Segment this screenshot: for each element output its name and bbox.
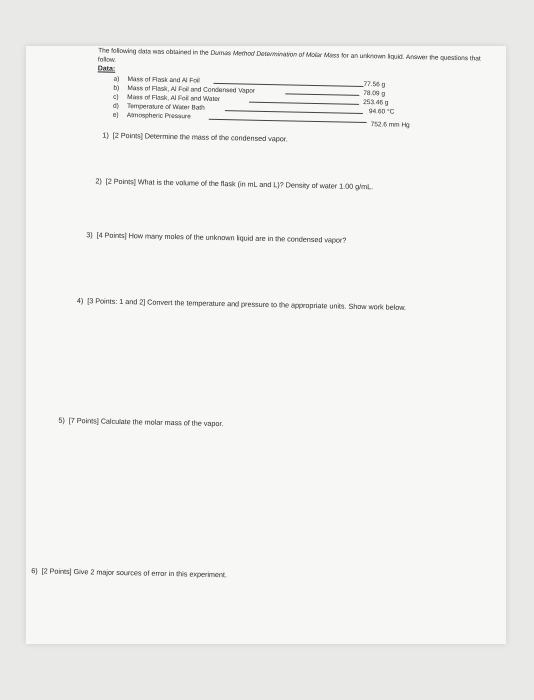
question-5 (58, 416, 418, 433)
intro-text (98, 46, 498, 72)
question-text: [2 Points] Determine the mass of the condensed vapor. (112, 130, 288, 144)
data-item-label: Mass of Flask and Al Foil (127, 76, 200, 85)
question-2 (95, 176, 495, 193)
question-text: [4 Points] How many moles of the unknown liquid are in the condensed vapor? (96, 230, 347, 245)
worksheet-page (26, 46, 506, 644)
question-text: [2 Points] Give 2 major sources of error in this experiment. (41, 566, 228, 580)
worksheet-content (26, 46, 506, 644)
data-list (112, 75, 414, 129)
data-item-value: 94.60 °C (368, 108, 395, 116)
question-number: 5) (58, 415, 65, 425)
data-item-value: 253.46 g (363, 98, 389, 107)
question-number: 3) (86, 230, 93, 240)
question-number: 6) (31, 566, 38, 576)
question-number: 1) (102, 130, 109, 140)
question-text: [2 Points] What is the volume of the flask (in mL and L)? Density of water 1.00 g/mL. (105, 176, 374, 192)
data-item-leader (285, 93, 359, 96)
intro-prefix: The following data was obtained in the (98, 47, 211, 57)
question-text: [3 Points: 1 and 2] Convert the temperature and pressure to the appropriate units. Show work below. (87, 296, 407, 312)
data-item-letter: c) (113, 93, 119, 101)
data-item-label: Mass of Flask, Al Foil and Condensed Vapor (127, 85, 256, 95)
question-1 (102, 131, 462, 148)
data-item-letter: b) (113, 84, 120, 92)
data-item-label: Mass of Flask, Al Foil and Water (127, 94, 221, 103)
question-number: 2) (95, 176, 102, 186)
data-item-letter: e) (112, 111, 119, 119)
data-item-leader (209, 119, 367, 123)
intro-method: Dumas Method Determination of Molar Mass (210, 49, 340, 60)
data-item-value: 752.6 mm Hg (370, 121, 410, 129)
intro-suffix: for an unknown liquid. Answer the questions that follow. (97, 52, 481, 64)
question-number: 4) (76, 296, 84, 306)
question-6 (31, 566, 431, 583)
data-item-label: Temperature of Water Bath (126, 103, 205, 112)
question-4 (77, 296, 497, 314)
question-3 (86, 230, 486, 247)
data-item-value: 77.56 g (363, 80, 386, 89)
data-item-letter: d) (112, 102, 119, 110)
data-heading: Data: (97, 65, 116, 73)
data-item-letter: a) (113, 75, 120, 83)
data-item-label: Atmospheric Pressure (126, 112, 191, 121)
data-item-value: 78.09 g (363, 89, 386, 98)
question-text: [7 Points] Calculate the molar mass of the vapor. (68, 415, 224, 429)
